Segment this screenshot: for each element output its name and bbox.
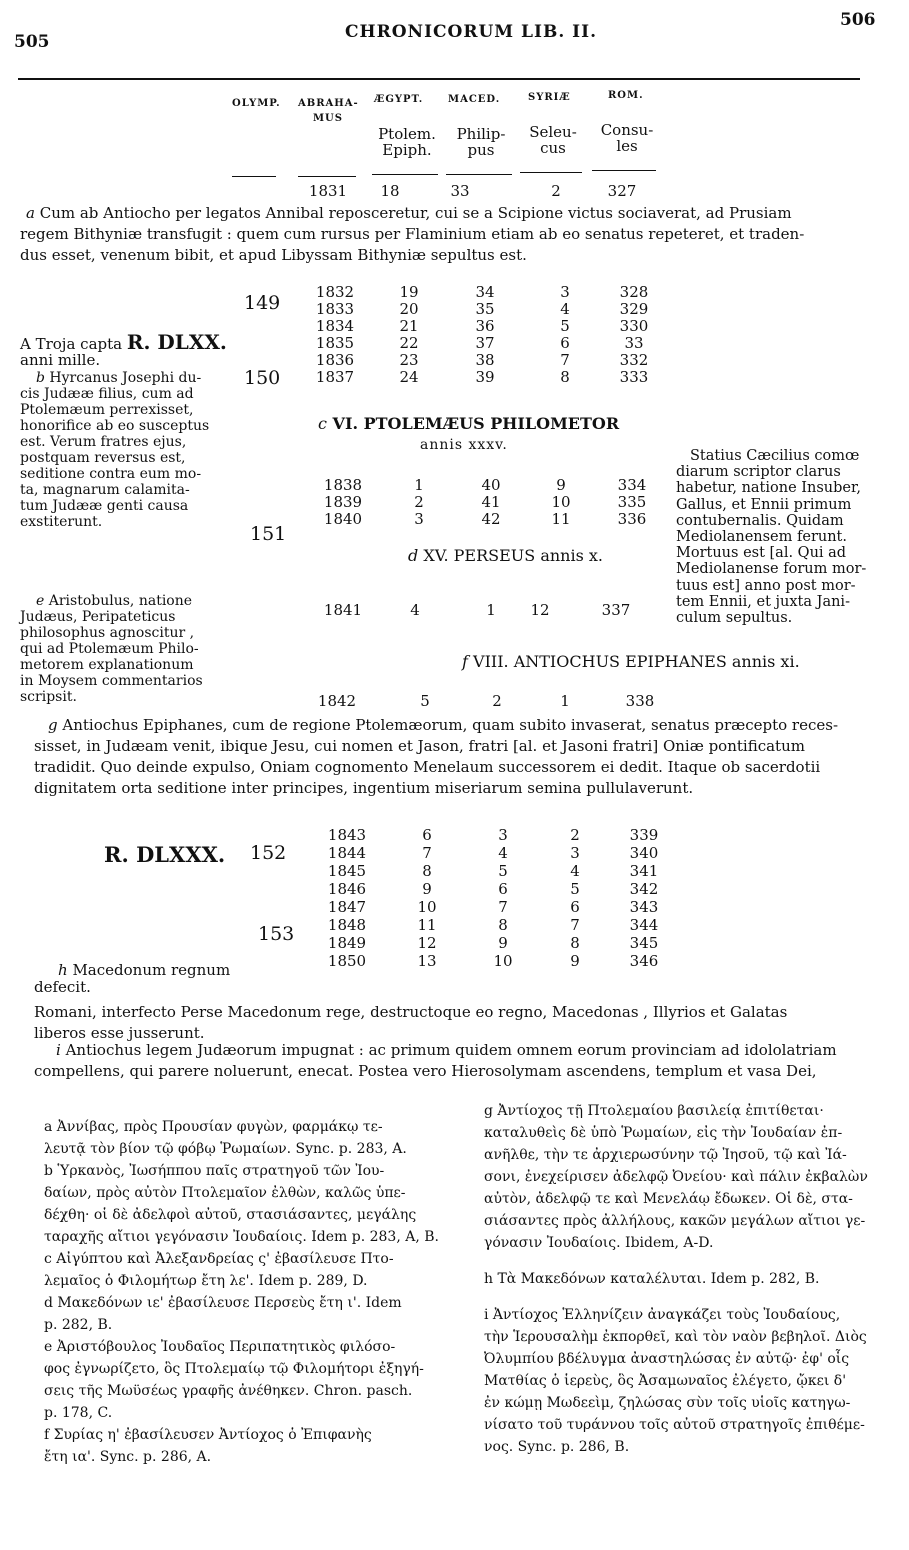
side-line: contubernalis. Quidam <box>676 512 844 529</box>
side-line: Macedonum regnum <box>72 961 231 979</box>
cell-syriae: 5 <box>570 880 580 898</box>
cell-syriae: 8 <box>560 368 570 386</box>
col-head-olymp: OLYMP. <box>232 98 281 109</box>
cell-syriae: 9 <box>570 952 580 970</box>
para-line: regem Bithyniæ transfugit : quem cum rursus per Flaminium etiam ab eo senatus repeteret, et traden- <box>20 225 805 243</box>
side-line: Judæus, Peripateticus <box>20 609 176 625</box>
col-sub-aegypt <box>372 126 442 158</box>
side-line: Ptolemæum perrexisset, <box>20 402 194 418</box>
note-mark: d <box>408 546 419 565</box>
cell-aegypt: 21 <box>399 317 419 335</box>
cell-aegypt: 22 <box>399 334 419 352</box>
cell-abraham: 1844 <box>327 844 367 862</box>
cell-syriae: 11 <box>551 510 571 528</box>
note-mark: f <box>462 652 468 671</box>
greek-note-line: b Ὑρκανὸς, Ἰωσήππου παῖς στρατηγοῦ τῶν Ἰου- <box>44 1163 385 1179</box>
para-line: dignitatem orta seditione inter principes, ingentium miseriarum semina pullulaverunt. <box>34 779 694 797</box>
greek-note-line: h Τὰ Μακεδόνων καταλέλυται. Idem p. 282, B. <box>484 1271 820 1287</box>
cell-aegypt: 24 <box>399 368 419 386</box>
olympiad-number: 151 <box>250 523 287 545</box>
cell-aegypt: 13 <box>417 952 437 970</box>
para-line: Cum ab Antiocho per legatos Annibal reposceretur, cui se a Scipione victus sociaverat, ad Prusiam <box>39 204 792 222</box>
note-mark: c <box>318 414 327 433</box>
table-row <box>0 182 909 202</box>
cell-rom: 335 <box>617 493 647 511</box>
cell-aegypt: 4 <box>410 601 420 619</box>
cell-maced: 39 <box>475 368 495 386</box>
table-row <box>0 601 909 621</box>
cell-abraham: 1841 <box>323 601 363 619</box>
head-rule <box>298 176 356 177</box>
cell-abraham: 1834 <box>315 317 355 335</box>
cell-abraham: 1846 <box>327 880 367 898</box>
note-mark: b <box>36 370 45 386</box>
cell-rom: 340 <box>629 844 659 862</box>
cell-maced: 2 <box>492 692 502 710</box>
head-rule <box>592 170 656 171</box>
table-row <box>0 283 909 300</box>
cell-abraham: 1845 <box>327 862 367 880</box>
cell-abraham: 1847 <box>327 898 367 916</box>
page-number-left: 505 <box>14 32 50 52</box>
para-line: Romani, interfecto Perse Macedonum rege, destructoque eo regno, Macedonas , Illyrios et Galatas <box>34 1003 788 1021</box>
cell-syriae: 4 <box>560 300 570 318</box>
col-head-abraham <box>298 98 358 124</box>
side-line: Hyrcanus Josephi du- <box>49 370 202 386</box>
cell-abraham: 1837 <box>315 368 355 386</box>
cell-syriae: 7 <box>570 916 580 934</box>
greek-note-line: σονι, ἐνεχείρισεν ἀδελφῷ Ὀνείου· καὶ πάλιν ἐκβαλὼν <box>484 1169 868 1185</box>
cell-maced: 34 <box>475 283 495 301</box>
cell-abraham: 1842 <box>317 692 357 710</box>
side-line: tum Judææ genti causa <box>20 498 189 514</box>
cell-maced: 40 <box>481 476 501 494</box>
cell-rom: 334 <box>617 476 647 494</box>
cell-maced: 3 <box>498 826 508 844</box>
greek-note-line: g Ἀντίοχος τῇ Πτολεμαίου βασιλείᾳ ἐπιτίθεται· <box>484 1103 824 1119</box>
cell-aegypt: 6 <box>422 826 432 844</box>
paragraph-i <box>34 1040 886 1082</box>
cell-aegypt: 10 <box>417 898 437 916</box>
cell-rom: 342 <box>629 880 659 898</box>
side-line: metorem explanationum <box>20 657 194 673</box>
side-line: tem Ennii, et juxta Jani- <box>676 593 850 610</box>
side-line: scripsit. <box>20 689 77 705</box>
cell-maced: 35 <box>475 300 495 318</box>
cell-rom: 344 <box>629 916 659 934</box>
cell-aegypt: 9 <box>422 880 432 898</box>
side-line: in Moysem commentarios <box>20 673 203 689</box>
cell-maced: 8 <box>498 916 508 934</box>
reign-title: VIII. ANTIOCHUS EPIPHANES annis xi. <box>473 652 800 671</box>
cell-rom: 332 <box>619 351 649 369</box>
cell-rom: 330 <box>619 317 649 335</box>
col-sub-syriae-l1: Seleu- <box>529 123 577 141</box>
table-row <box>0 692 909 712</box>
side-line: tuus est] anno post mor- <box>676 577 856 594</box>
cell-rom: 339 <box>629 826 659 844</box>
table-row <box>0 826 909 844</box>
cell-maced: 5 <box>498 862 508 880</box>
greek-note-line: i Ἀντίοχος Ἑλληνίζειν ἀναγκάζει τοὺς Ἰουδαίους, <box>484 1307 841 1323</box>
cell-syriae: 3 <box>560 283 570 301</box>
cell-aegypt: 23 <box>399 351 419 369</box>
greek-note-line: τὴν Ἱερουσαλὴμ ἐκπορθεῖ, καὶ τὸν ναὸν βεβηλοῖ. Διὸς <box>484 1329 867 1345</box>
cell-abraham: 1836 <box>315 351 355 369</box>
cell-syriae: 7 <box>560 351 570 369</box>
cell-maced: 6 <box>498 880 508 898</box>
note-mark: h <box>58 961 68 979</box>
cell-maced: 41 <box>481 493 501 511</box>
cell-abraham: 1840 <box>323 510 363 528</box>
para-line: Antiochus legem Judæorum impugnat : ac primum quidem omnem eorum provinciam ad idololatriam <box>65 1041 837 1059</box>
note-mark: e <box>36 593 45 609</box>
greek-note-line: f Συρίας η' ἐβασίλευσεν Ἀντίοχος ὁ Ἐπιφανὴς <box>44 1427 372 1443</box>
col-head-abraham-l2: MUS <box>312 113 343 124</box>
cell-aegypt: 11 <box>417 916 437 934</box>
cell-rom: 338 <box>625 692 655 710</box>
olympiad-number: 149 <box>244 292 281 314</box>
note-mark: i <box>56 1041 61 1059</box>
greek-note-line: Ὀλυμπίου βδέλυγμα ἀναστηλώσας ἐν αὐτῷ· ἐφ' οἷς <box>484 1351 850 1367</box>
greek-note-line: Ματθίας ὁ ἱερεὺς, ὃς Ἀσαμωναῖος ἐλέγετο, ᾤκει δ' <box>484 1373 847 1389</box>
cell-syriae: 6 <box>570 898 580 916</box>
cell-aegypt: 19 <box>399 283 419 301</box>
table-row <box>0 862 909 880</box>
cell-abraham: 1843 <box>327 826 367 844</box>
side-line: Mortuus est [al. Qui ad <box>676 545 847 562</box>
col-sub-aegypt-l2: Epiph. <box>382 141 432 159</box>
col-sub-syriae <box>518 124 588 156</box>
greek-notes-right <box>484 1100 904 1458</box>
greek-note-line: p. 178, C. <box>44 1405 113 1421</box>
col-head-syriae: SYRIÆ <box>528 92 571 103</box>
side-line: cis Judææ filius, cum ad <box>20 386 194 402</box>
troja-line2: anni mille. <box>20 351 101 369</box>
cell-abraham: 1833 <box>315 300 355 318</box>
cell-syriae: 3 <box>570 844 580 862</box>
cell-aegypt: 5 <box>420 692 430 710</box>
col-sub-maced-l2: pus <box>467 141 495 159</box>
side-line: Statius Cæcilius comœ <box>690 448 860 464</box>
paragraph-g <box>34 715 886 799</box>
cell-aegypt: 12 <box>417 934 437 952</box>
cell-rom: 33 <box>624 334 644 352</box>
para-line: dus esset, venenum bibit, et apud Libyssam Bithyniæ sepultus est. <box>20 246 527 264</box>
head-rule <box>446 174 512 175</box>
greek-note-line: ανῆλθε, τὴν τε ἀρχιερωσύνην τῷ Ἰησοῦ, τῷ καὶ Ἰά- <box>484 1147 847 1163</box>
side-line: qui ad Ptolemæum Philo- <box>20 641 199 657</box>
col-head-maced: MACED. <box>448 94 501 105</box>
col-sub-aegypt-l1: Ptolem. <box>378 125 436 143</box>
cell-rom: 343 <box>629 898 659 916</box>
greek-note-line: p. 282, B. <box>44 1317 113 1333</box>
cell-rom: 327 <box>607 182 637 200</box>
col-sub-rom <box>592 122 662 154</box>
greek-note-line: αὐτὸν, ἀδελφῷ τε καὶ Μενελάῳ ἔδωκεν. Οἱ δὲ, στα- <box>484 1191 853 1207</box>
cell-maced: 7 <box>498 898 508 916</box>
cell-abraham: 1850 <box>327 952 367 970</box>
greek-note-line: δέχθη· οἱ δὲ ἀδελφοὶ αὐτοῦ, στασιάσαντες, μεγάλης <box>44 1207 417 1223</box>
table-row <box>0 934 909 952</box>
para-line: Antiochus Epiphanes, cum de regione Ptolemæorum, quam subito invaserat, senatus præcepto reces- <box>62 716 839 734</box>
cell-syriae: 2 <box>570 826 580 844</box>
cell-rom: 341 <box>629 862 659 880</box>
cell-aegypt: 3 <box>414 510 424 528</box>
table-row <box>0 898 909 916</box>
greek-note-line: e Ἀριστόβουλος Ἰουδαῖος Περιπατητικὸς φιλόσο- <box>44 1339 396 1355</box>
cell-maced: 42 <box>481 510 501 528</box>
para-line: compellens, qui parere noluerunt, enecat. Postea vero Hierosolymam ascendens, templum et vasa Dei, <box>34 1062 817 1080</box>
cell-abraham: 1839 <box>323 493 363 511</box>
cell-abraham: 1838 <box>323 476 363 494</box>
greek-note-line: c Αἰγύπτου καὶ Ἀλεξανδρείας ς' ἐβασίλευσε Πτο- <box>44 1251 394 1267</box>
greek-note-line: ἔτη ια'. Sync. p. 286, A. <box>44 1449 212 1465</box>
head-rule <box>520 172 582 173</box>
greek-note-line: δαίων, πρὸς αὐτὸν Πτολεμαῖον ἐλθὼν, καλῶς ὑπε- <box>44 1185 406 1201</box>
cell-maced: 33 <box>450 182 470 200</box>
cell-rom: 345 <box>629 934 659 952</box>
greek-note-line: d Μακεδόνων ιε' ἐβασίλευσε Περσεὺς ἔτη ι'. Idem <box>44 1295 402 1311</box>
cell-abraham: 1831 <box>308 182 348 200</box>
greek-notes-left <box>44 1116 468 1468</box>
cell-syriae: 1 <box>560 692 570 710</box>
page-number-right: 506 <box>840 10 876 30</box>
cell-syriae: 4 <box>570 862 580 880</box>
cell-rom: 328 <box>619 283 649 301</box>
cell-syriae: 8 <box>570 934 580 952</box>
cell-aegypt: 1 <box>414 476 424 494</box>
running-title: CHRONICORUM LIB. II. <box>345 22 597 42</box>
cell-syriae: 2 <box>551 182 561 200</box>
reign-heading-perseus <box>408 546 603 565</box>
side-line: diarum scriptor clarus <box>676 464 841 481</box>
side-line: Mediolanense forum mor- <box>676 561 867 578</box>
olympiad-number: 150 <box>244 367 281 389</box>
sidenote-h <box>34 962 230 996</box>
para-line: liberos esse jusserunt. <box>34 1024 205 1042</box>
reign-heading-antiochus <box>462 652 800 671</box>
greek-note-line: a Ἀννίβας, πρὸς Προυσίαν φυγὼν, φαρμάκῳ τε- <box>44 1119 383 1135</box>
side-line: est. Verum fratres ejus, <box>20 434 187 450</box>
cell-maced: 10 <box>493 952 513 970</box>
cell-abraham: 1832 <box>315 283 355 301</box>
note-mark: a <box>26 204 35 222</box>
para-line: sisset, in Judæam venit, ibique Jesu, cui nomen et Jason, fratri [al. et Jasoni fratri] Oniæ pontificatum <box>34 737 805 755</box>
cell-syriae: 5 <box>560 317 570 335</box>
greek-note-line: ταραχῆς αἴτιοι γεγόνασιν Ἰουδαίοις. Idem p. 283, A, B. <box>44 1229 439 1245</box>
col-sub-rom-l1: Consu- <box>600 121 654 139</box>
olympiad-number: 152 <box>250 842 287 864</box>
greek-note-line: ἐν κώμῃ Μωδεεὶμ, ζηλώσας σὺν τοῖς υἱοῖς κατηγω- <box>484 1395 851 1411</box>
col-sub-syriae-l2: cus <box>540 139 566 157</box>
side-line: Aristobulus, natione <box>48 593 193 609</box>
olympiad-number: 153 <box>258 923 295 945</box>
side-line: culum sepultus. <box>676 610 793 627</box>
cell-maced: 9 <box>498 934 508 952</box>
cell-rom: 329 <box>619 300 649 318</box>
cell-maced: 37 <box>475 334 495 352</box>
reign-title: XV. PERSEUS annis x. <box>423 546 603 565</box>
side-line: Gallus, et Ennii primum <box>676 496 852 513</box>
roman-year-dlxxx: R. DLXXX. <box>104 842 226 867</box>
header-rule <box>18 78 860 80</box>
greek-note-line: σεις τῆς Μωϋσέως γραφῆς ἀνέθηκεν. Chron. pasch. <box>44 1383 413 1399</box>
cell-syriae: 10 <box>551 493 571 511</box>
cell-abraham: 1849 <box>327 934 367 952</box>
cell-syriae: 12 <box>530 601 550 619</box>
table-row <box>0 300 909 317</box>
side-line: seditione contra eum mo- <box>20 466 202 482</box>
cell-aegypt: 7 <box>422 844 432 862</box>
head-rule <box>372 174 438 175</box>
greek-note-line: φος ἐγνωρίζετο, ὃς Πτολεμαίῳ τῷ Φιλομήτορι ἐξηγή- <box>44 1361 424 1377</box>
reign-title: VI. PTOLEMÆUS PHILOMETOR <box>332 414 620 433</box>
col-sub-maced-l1: Philip- <box>456 125 506 143</box>
side-line: defecit. <box>34 978 91 996</box>
cell-aegypt: 18 <box>380 182 400 200</box>
cell-maced: 36 <box>475 317 495 335</box>
para-line: tradidit. Quo deinde expulso, Oniam cognomento Menelaum successorem ei dedit. Itaque ob sacerdotii <box>34 758 821 776</box>
troja-roman-year: R. DLXX. <box>126 330 227 354</box>
table-row <box>0 844 909 862</box>
greek-note-line: νος. Sync. p. 286, B. <box>484 1439 630 1455</box>
cell-aegypt: 8 <box>422 862 432 880</box>
side-line: philosophus agnoscitur , <box>20 625 195 641</box>
cell-maced: 4 <box>498 844 508 862</box>
greek-note-line: νίσατο τοῦ τυράννου τοῖς αὐτοῦ στρατηγοῖς ἐπιθέμε- <box>484 1417 865 1433</box>
cell-aegypt: 2 <box>414 493 424 511</box>
side-line: Mediolanensem ferunt. <box>676 529 847 546</box>
col-sub-rom-l2: les <box>616 137 638 155</box>
table-row <box>0 880 909 898</box>
cell-abraham: 1835 <box>315 334 355 352</box>
cell-rom: 333 <box>619 368 649 386</box>
cell-aegypt: 20 <box>399 300 419 318</box>
cell-rom: 337 <box>601 601 631 619</box>
head-rule <box>232 176 276 177</box>
side-line: ta, magnarum calamita- <box>20 482 190 498</box>
cell-syriae: 6 <box>560 334 570 352</box>
side-line: honorifice ab eo susceptus <box>20 418 210 434</box>
side-line: habetur, natione Insuber, <box>676 480 861 497</box>
table-row <box>0 916 909 934</box>
cell-maced: 38 <box>475 351 495 369</box>
side-line: exstiterunt. <box>20 514 103 530</box>
sidenote-statius <box>676 448 882 626</box>
greek-note-line: γόνασιν Ἰουδαίοις. Ibidem, A-D. <box>484 1235 714 1251</box>
cell-syriae: 9 <box>556 476 566 494</box>
col-head-abraham-l1: ABRAHA- <box>298 98 359 109</box>
paragraph-romani <box>34 1002 886 1044</box>
greek-note-line: σιάσαντες πρὸς ἀλλήλους, κακῶν μεγάλων αἴτιοι γε- <box>484 1213 866 1229</box>
paragraph-a <box>20 203 872 266</box>
cell-abraham: 1848 <box>327 916 367 934</box>
col-head-rom: ROM. <box>608 90 644 101</box>
reign-heading-ptolemaeus <box>318 414 619 433</box>
troja-text: A Troja capta <box>20 335 123 353</box>
reign-duration: annis xxxv. <box>420 437 508 453</box>
cell-rom: 336 <box>617 510 647 528</box>
greek-note-line: λευτᾷ τὸν βίον τῷ φόβῳ Ῥωμαίων. Sync. p. 283, A. <box>44 1141 407 1157</box>
cell-rom: 346 <box>629 952 659 970</box>
side-line: postquam reversus est, <box>20 450 186 466</box>
col-sub-maced <box>446 126 516 158</box>
col-head-aegypt: ÆGYPT. <box>374 94 424 105</box>
note-mark: g <box>48 716 58 734</box>
cell-maced: 1 <box>486 601 496 619</box>
greek-note-line: λεμαῖος ὁ Φιλομήτωρ ἔτη λε'. Idem p. 289, D. <box>44 1273 368 1289</box>
greek-note-line: καταλυθεὶς δὲ ὑπὸ Ῥωμαίων, εἰς τὴν Ἰουδαίαν ἐπ- <box>484 1125 843 1141</box>
